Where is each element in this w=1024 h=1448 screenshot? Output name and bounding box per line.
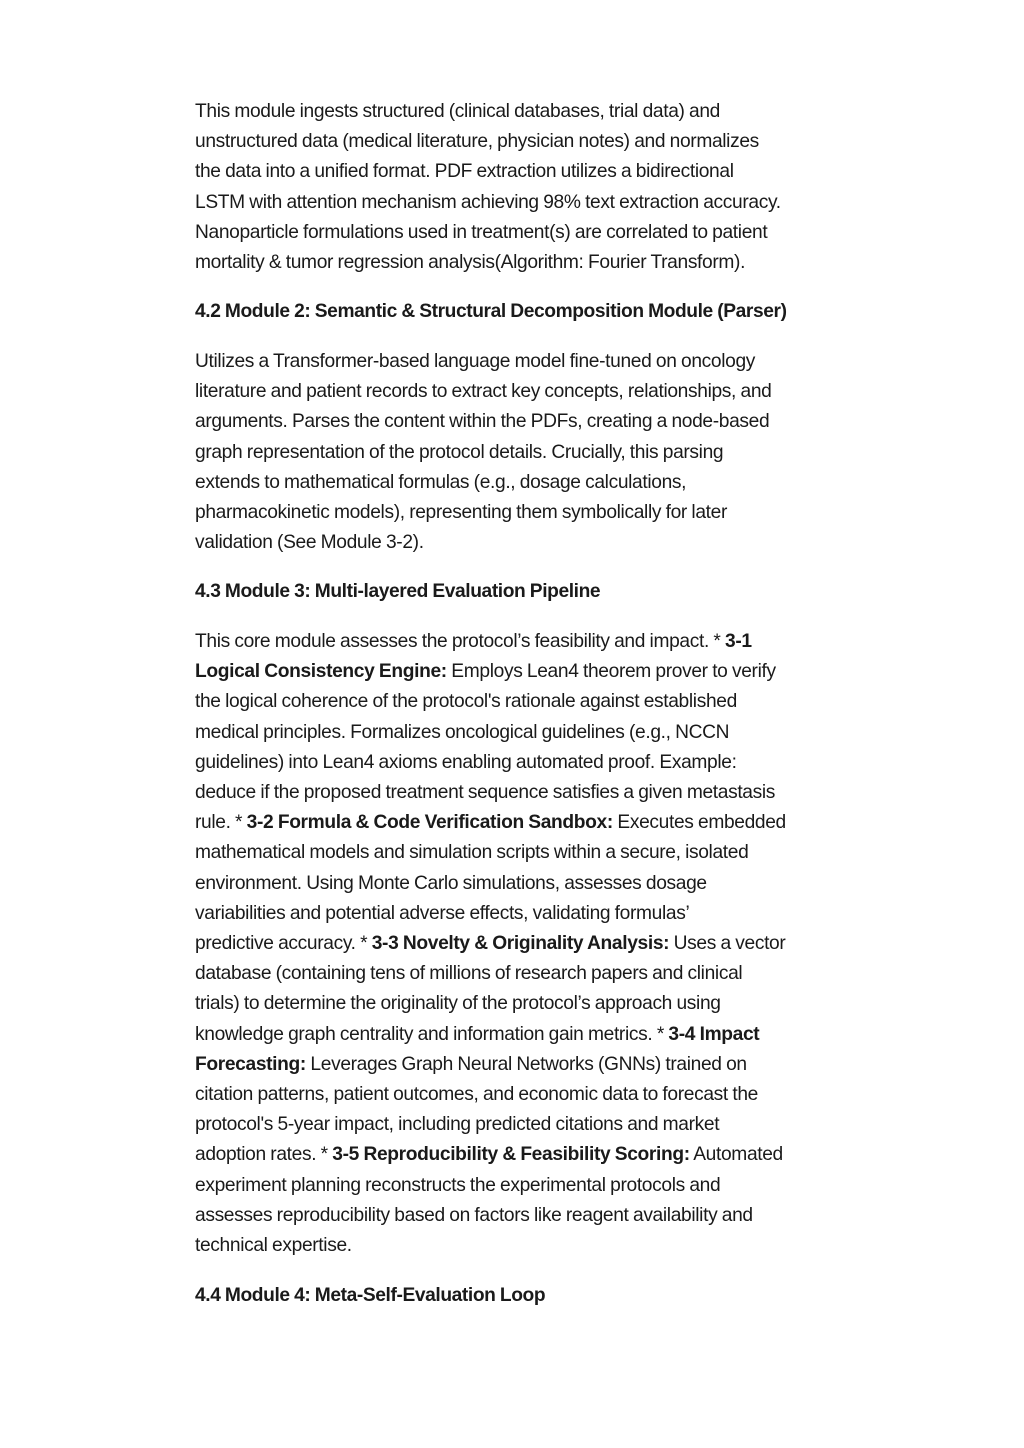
text-line [195,1110,786,1140]
text-line: LSTM with attention mechanism achieving 98% text extraction accuracy. [195,191,781,213]
text-line [195,1080,786,1110]
text-line: unstructured data (medical literature, physician notes) and normalizes [195,131,759,153]
text-run: variabilities and potential adverse effects, validating formulas’ [195,902,690,924]
text-line [195,838,786,868]
text-run: experiment planning reconstructs the experimental protocols and [195,1174,721,1196]
text-line [195,1050,786,1080]
text-run: adoption rates. * [195,1144,333,1166]
text-line [195,899,786,929]
text-run: medical principles. Formalizes oncological guidelines (e.g., NCCN [195,721,730,743]
text-line: literature and patient records to extract key concepts, relationships, and [195,381,772,403]
text-run: rule. * [195,812,247,834]
section-heading-module-2: 4.2 Module 2: Semantic & Structural Decomposition Module (Parser) [195,301,787,322]
text-line: pharmacokinetic models), representing them symbolically for later [195,502,727,524]
text-line [195,1020,786,1050]
text-line: Nanoparticle formulations used in treatment(s) are correlated to patient [195,221,768,243]
text-line [195,687,786,717]
bold-term: 3-1 [725,631,752,652]
bold-term: 3-4 Impact [668,1023,760,1045]
text-run: trials) to determine the originality of the protocol’s approach using [195,993,721,1015]
text-line [195,657,786,687]
text-line [195,1231,786,1261]
bold-term: 3-2 Formula & Code Verification Sandbox: [246,812,613,834]
text-line [195,1140,786,1170]
bold-term: 3-5 Reproducibility & Feasibility Scoring: [332,1144,690,1166]
text-run: environment. Using Monte Carlo simulations, assesses dosage [195,872,707,894]
text-run: Uses a vector [669,933,786,955]
module-2-description [195,347,771,558]
text-line [195,808,786,838]
text-line [195,627,786,657]
text-line [195,748,786,778]
text-run: predictive accuracy. * [195,933,372,955]
text-run: assesses reproducibility based on factors like reagent availability and [195,1204,753,1226]
text-run: Executes embedded [612,812,786,834]
text-run: citation patterns, patient outcomes, and economic data to forecast the [195,1084,758,1106]
text-line: graph representation of the protocol details. Crucially, this parsing [195,441,724,463]
text-run: Employs Lean4 theorem prover to verify [446,661,776,683]
text-line: the data into a unified format. PDF extraction utilizes a bidirectional [195,161,734,183]
bold-term: 3-3 Novelty & Originality Analysis: [371,933,670,955]
text-line [195,959,786,989]
bold-term: Logical Consistency Engine: [195,661,447,683]
text-run: database (containing tens of millions of research papers and clinical [195,963,743,985]
text-run: Leverages Graph Neural Networks (GNNs) trained on [305,1053,747,1075]
module-1-description [195,97,781,278]
text-run: deduce if the proposed treatment sequence satisfies a given metastasis [195,782,776,804]
text-line [195,929,786,959]
text-line: This module ingests structured (clinical databases, trial data) and [195,101,720,122]
section-heading-module-4: 4.4 Module 4: Meta-Self-Evaluation Loop [195,1285,546,1306]
text-run: Automated [689,1144,783,1166]
text-line: extends to mathematical formulas (e.g., dosage calculations, [195,471,687,493]
text-line: arguments. Parses the content within the PDFs, creating a node-based [195,411,770,433]
bold-term: Forecasting: [195,1053,306,1075]
text-line [195,1171,786,1201]
text-line [195,718,786,748]
text-run: This core module assesses the protocol’s feasibility and impact. * [195,631,726,652]
text-run: knowledge graph centrality and information gain metrics. * [195,1023,669,1045]
module-3-description [195,627,786,1261]
text-run: protocol's 5-year impact, including predicted citations and market [195,1114,720,1136]
text-line: Utilizes a Transformer-based language model fine-tuned on oncology [195,351,756,372]
text-run: the logical coherence of the protocol's rationale against established [195,691,737,713]
text-line [195,989,786,1019]
section-heading-module-3: 4.3 Module 3: Multi-layered Evaluation Pipeline [195,581,601,602]
text-line: mortality & tumor regression analysis(Algorithm: Fourier Transform). [195,252,746,274]
text-line [195,869,786,899]
text-run: technical expertise. [195,1235,352,1257]
text-run: mathematical models and simulation scripts within a secure, isolated [195,842,749,864]
text-line [195,778,786,808]
text-line [195,1201,786,1231]
text-run: guidelines) into Lean4 axioms enabling automated proof. Example: [195,751,737,773]
text-line: validation (See Module 3-2). [195,532,424,554]
